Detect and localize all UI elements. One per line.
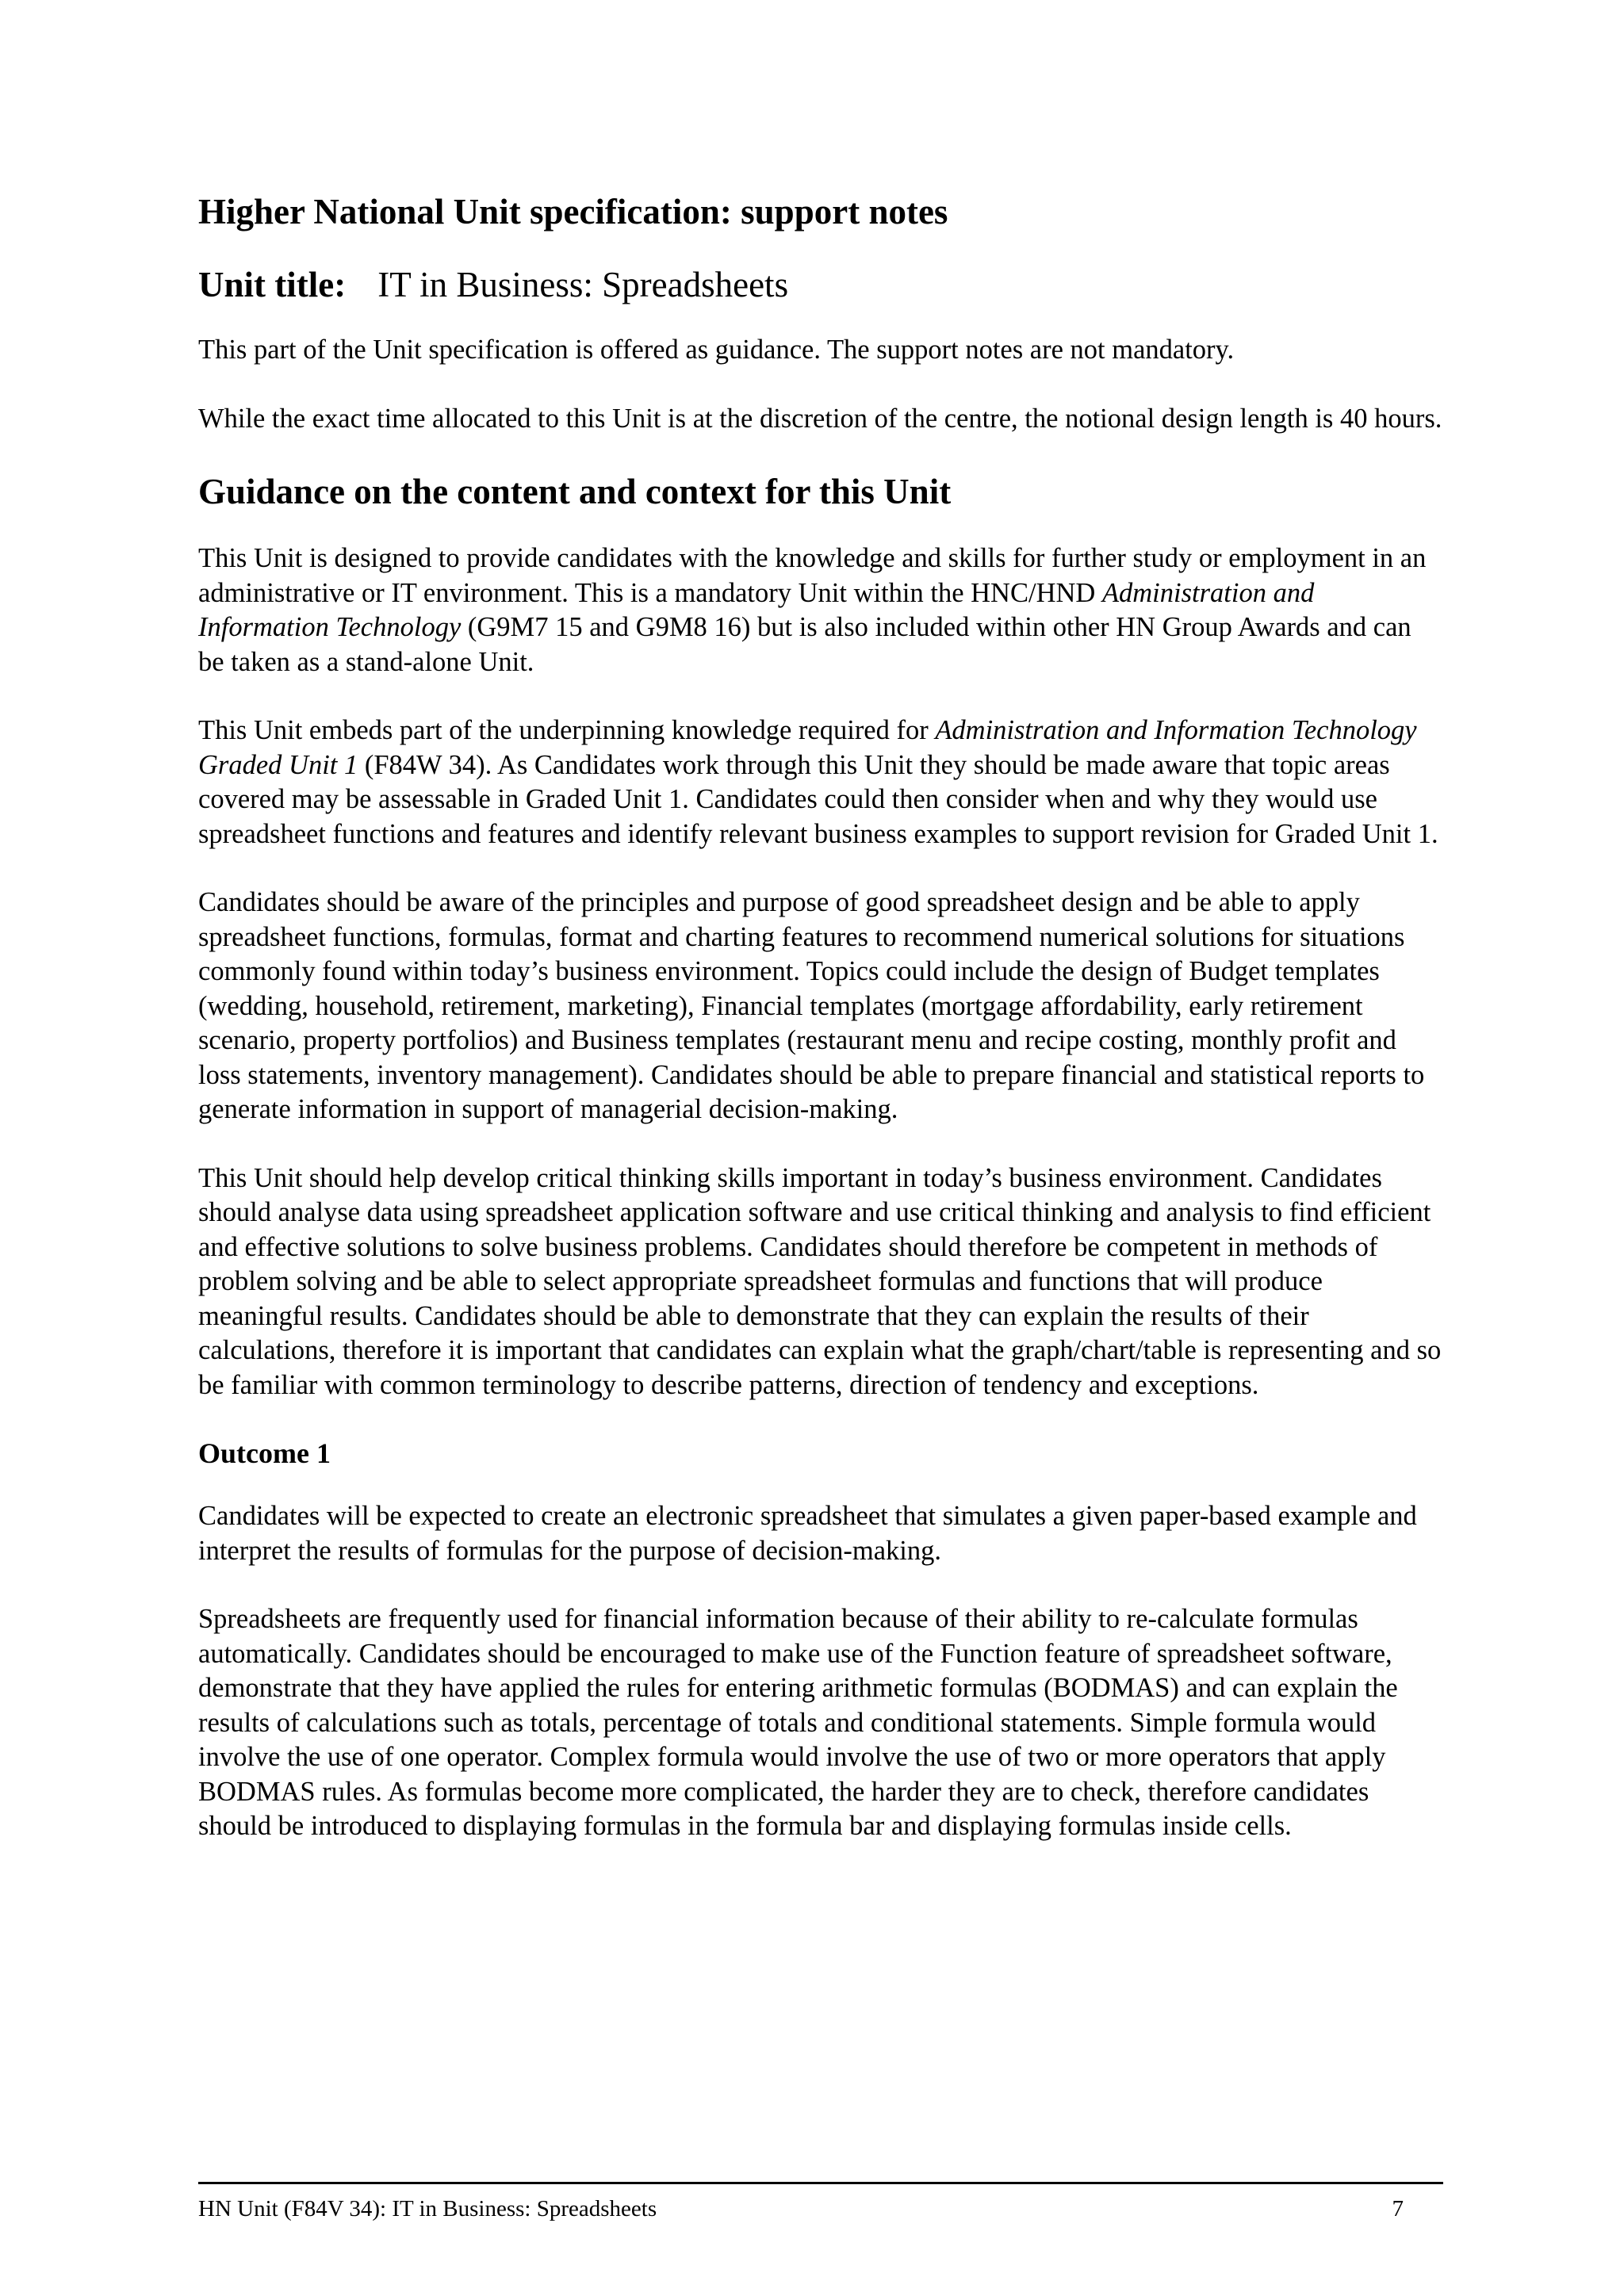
outcome-1-paragraph-1: Candidates will be expected to create an electronic spreadsheet that simulates a given paper-based example and interpret the results of formulas for the purpose of decision-making. bbox=[198, 1501, 1417, 1566]
guidance-paragraph-2-text-b: (F84W 34). As Candidates work through this Unit they should be made aware that topic areas covered may be assessable in Graded Unit 1. Candidates could then consider when and why they would use spreadsheet functions and features and identify relevant business examples to support revision for Graded Unit 1. bbox=[198, 749, 1438, 849]
guidance-paragraph-1-text-a: This Unit is designed to provide candidates with the knowledge and skills for further study or employment in an administrative or IT environment. This is a mandatory Unit within the HNC/HND bbox=[198, 543, 1427, 608]
footer-unit-reference: HN Unit (F84V 34): IT in Business: Spreadsheets bbox=[198, 2196, 657, 2221]
page-heading: Higher National Unit specification: support notes bbox=[198, 192, 948, 232]
guidance-paragraph-1 bbox=[198, 541, 1443, 679]
page-footer bbox=[198, 2182, 1443, 2223]
unit-title-label: Unit title: bbox=[198, 265, 347, 304]
footer-page-number: 7 bbox=[1392, 2196, 1404, 2221]
intro-paragraph-1: This part of the Unit specification is offered as guidance. The support notes are not mandatory. bbox=[198, 335, 1235, 365]
guidance-heading: Guidance on the content and context for this Unit bbox=[198, 472, 952, 511]
unit-title bbox=[198, 263, 1443, 306]
guidance-paragraph-3: Candidates should be aware of the principles and purpose of good spreadsheet design and be able to apply spreadsheet functions, formulas, format and charting features to recommend numerical solutions for situations commonly found within today’s business environment. Topics could include the design of Budget templates (wedding, household, retirement, marketing), Financial templates (mortgage affordability, early retirement scenario, property portfolios) and Business templates (restaurant menu and recipe costing, monthly profit and loss statements, inventory management). Candidates should be able to prepare financial and statistical reports to generate information in support of managerial decision-making. bbox=[198, 887, 1425, 1124]
guidance-paragraph-2-italic: Administration and Information Technology Graded Unit 1 bbox=[198, 715, 1417, 780]
guidance-paragraph-2-text-a: This Unit embeds part of the underpinning knowledge required for bbox=[198, 715, 936, 745]
intro-paragraph-2: While the exact time allocated to this Unit is at the discretion of the centre, the notional design length is 40 hours. bbox=[198, 403, 1442, 434]
page-content bbox=[198, 190, 1443, 1878]
guidance-paragraph-2 bbox=[198, 714, 1443, 851]
outcome-1-paragraph-2: Spreadsheets are frequently used for financial information because of their ability to re-calculate formulas automatically. Candidates should be encouraged to make use of the Function feature of spreadsheet software, demonstrate that they have applied the rules for entering arithmetic formulas (BODMAS) and can explain the results of calculations such as totals, percentage of totals and conditional statements. Simple formula would involve the use of one operator. Complex formula would involve the use of two or more operators that apply BODMAS rules. As formulas become more complicated, the harder they are to check, therefore candidates should be introduced to displaying formulas in the formula bar and displaying formulas inside cells. bbox=[198, 1604, 1398, 1842]
unit-title-value: IT in Business: Spreadsheets bbox=[377, 265, 789, 304]
guidance-paragraph-1-italic: Administration and Information Technology bbox=[198, 577, 1315, 642]
guidance-paragraph-1-text-b: (G9M7 15 and G9M8 16) but is also included within other HN Group Awards and can be taken as a stand-alone Unit. bbox=[198, 612, 1411, 677]
outcome-1-heading: Outcome 1 bbox=[198, 1437, 331, 1469]
guidance-paragraph-4: This Unit should help develop critical thinking skills important in today’s business environment. Candidates should analyse data using spreadsheet application software and use critical thinking and analysis to find efficient and effective solutions to solve business problems. Candidates should therefore be competent in methods of problem solving and be able to select appropriate spreadsheet formulas and functions that will produce meaningful results. Candidates should be able to demonstrate that they can explain the results of their calculations, therefore it is important that candidates can explain what the graph/chart/table is representing and so be familiar with common terminology to describe patterns, direction of tendency and exceptions. bbox=[198, 1162, 1442, 1400]
